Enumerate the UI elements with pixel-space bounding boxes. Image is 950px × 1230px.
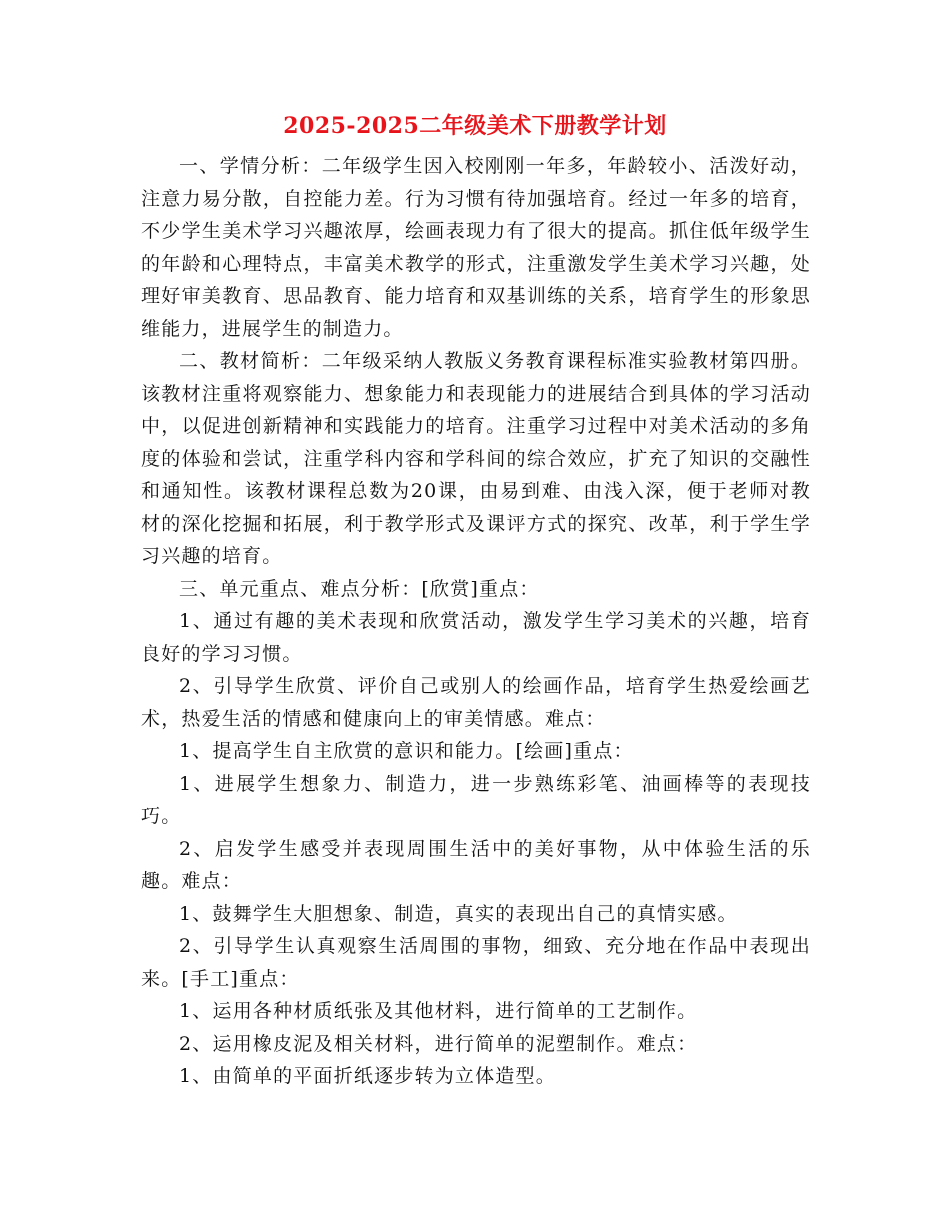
- paragraph-drawing-point-1: 1、进展学生想象力、制造力，进一步熟练彩笔、油画棒等的表现技巧。: [141, 772, 811, 827]
- paragraph-student-analysis: 一、学情分析：二年级学生因入校刚刚一年多，年龄较小、活泼好动，注意力易分散，自控能力差。行为习惯有待加强培育。经过一年多的培育，不少学生美术学习兴趣浓厚，绘画表现力有了很大的提高。抓住低年级学生的年龄和心理特点，丰富美术教学的形式，注重激发学生美术学习兴趣，处理好审美教育、思品教育、能力培育和双基训练的关系，培育学生的形象思维能力，进展学生的制造力。: [141, 155, 811, 340]
- paragraph-drawing-difficulty-1: 1、鼓舞学生大胆想象、制造，真实的表现出自己的真情实感。: [179, 902, 738, 925]
- paragraph-unit-focus-heading: 三、单元重点、难点分析：[欣赏]重点：: [179, 577, 540, 600]
- paragraph-handcraft-point-2: 2、运用橡皮泥及相关材料，进行简单的泥塑制作。难点：: [179, 1032, 698, 1055]
- paragraph-appreciation-point-1: 1、通过有趣的美术表现和欣赏活动，激发学生学习美术的兴趣，培育良好的学习习惯。: [141, 610, 811, 665]
- paragraph-drawing-difficulty-2: 2、引导学生认真观察生活周围的事物，细致、充分地在作品中表现出来。[手工]重点：: [141, 935, 811, 990]
- paragraph-textbook-analysis: 二、教材简析：二年级采纳人教版义务教育课程标准实验教材第四册。该教材注重将观察能力、想象能力和表现能力的进展结合到具体的学习活动中，以促进创新精神和实践能力的培育。注重学习过程中对美术活动的多角度的体验和尝试，注重学科内容和学科间的综合效应，扩充了知识的交融性和通知性。该教材课程总数为20课，由易到难、由浅入深，便于老师对教材的深化挖掘和拓展，利于教学形式及课评方式的探究、改革，利于学生学习兴趣的培育。: [141, 350, 811, 567]
- paragraph-appreciation-point-2: 2、引导学生欣赏、评价自己或别人的绘画作品，培育学生热爱绘画艺术，热爱生活的情感和健康向上的审美情感。难点：: [141, 675, 811, 730]
- paragraph-drawing-point-2: 2、启发学生感受并表现周围生活中的美好事物，从中体验生活的乐趣。难点：: [141, 837, 811, 892]
- paragraph-handcraft-point-1: 1、运用各种材质纸张及其他材料，进行简单的工艺制作。: [179, 1000, 698, 1022]
- document-title: 2025-2025二年级美术下册教学计划: [283, 113, 667, 139]
- document-body: [141, 150, 811, 1093]
- paragraph-appreciation-difficulty-1: 1、提高学生自主欣赏的意识和能力。[绘画]重点：: [179, 740, 634, 762]
- paragraph-handcraft-difficulty-1: 1、由简单的平面折纸逐步转为立体造型。: [179, 1065, 556, 1087]
